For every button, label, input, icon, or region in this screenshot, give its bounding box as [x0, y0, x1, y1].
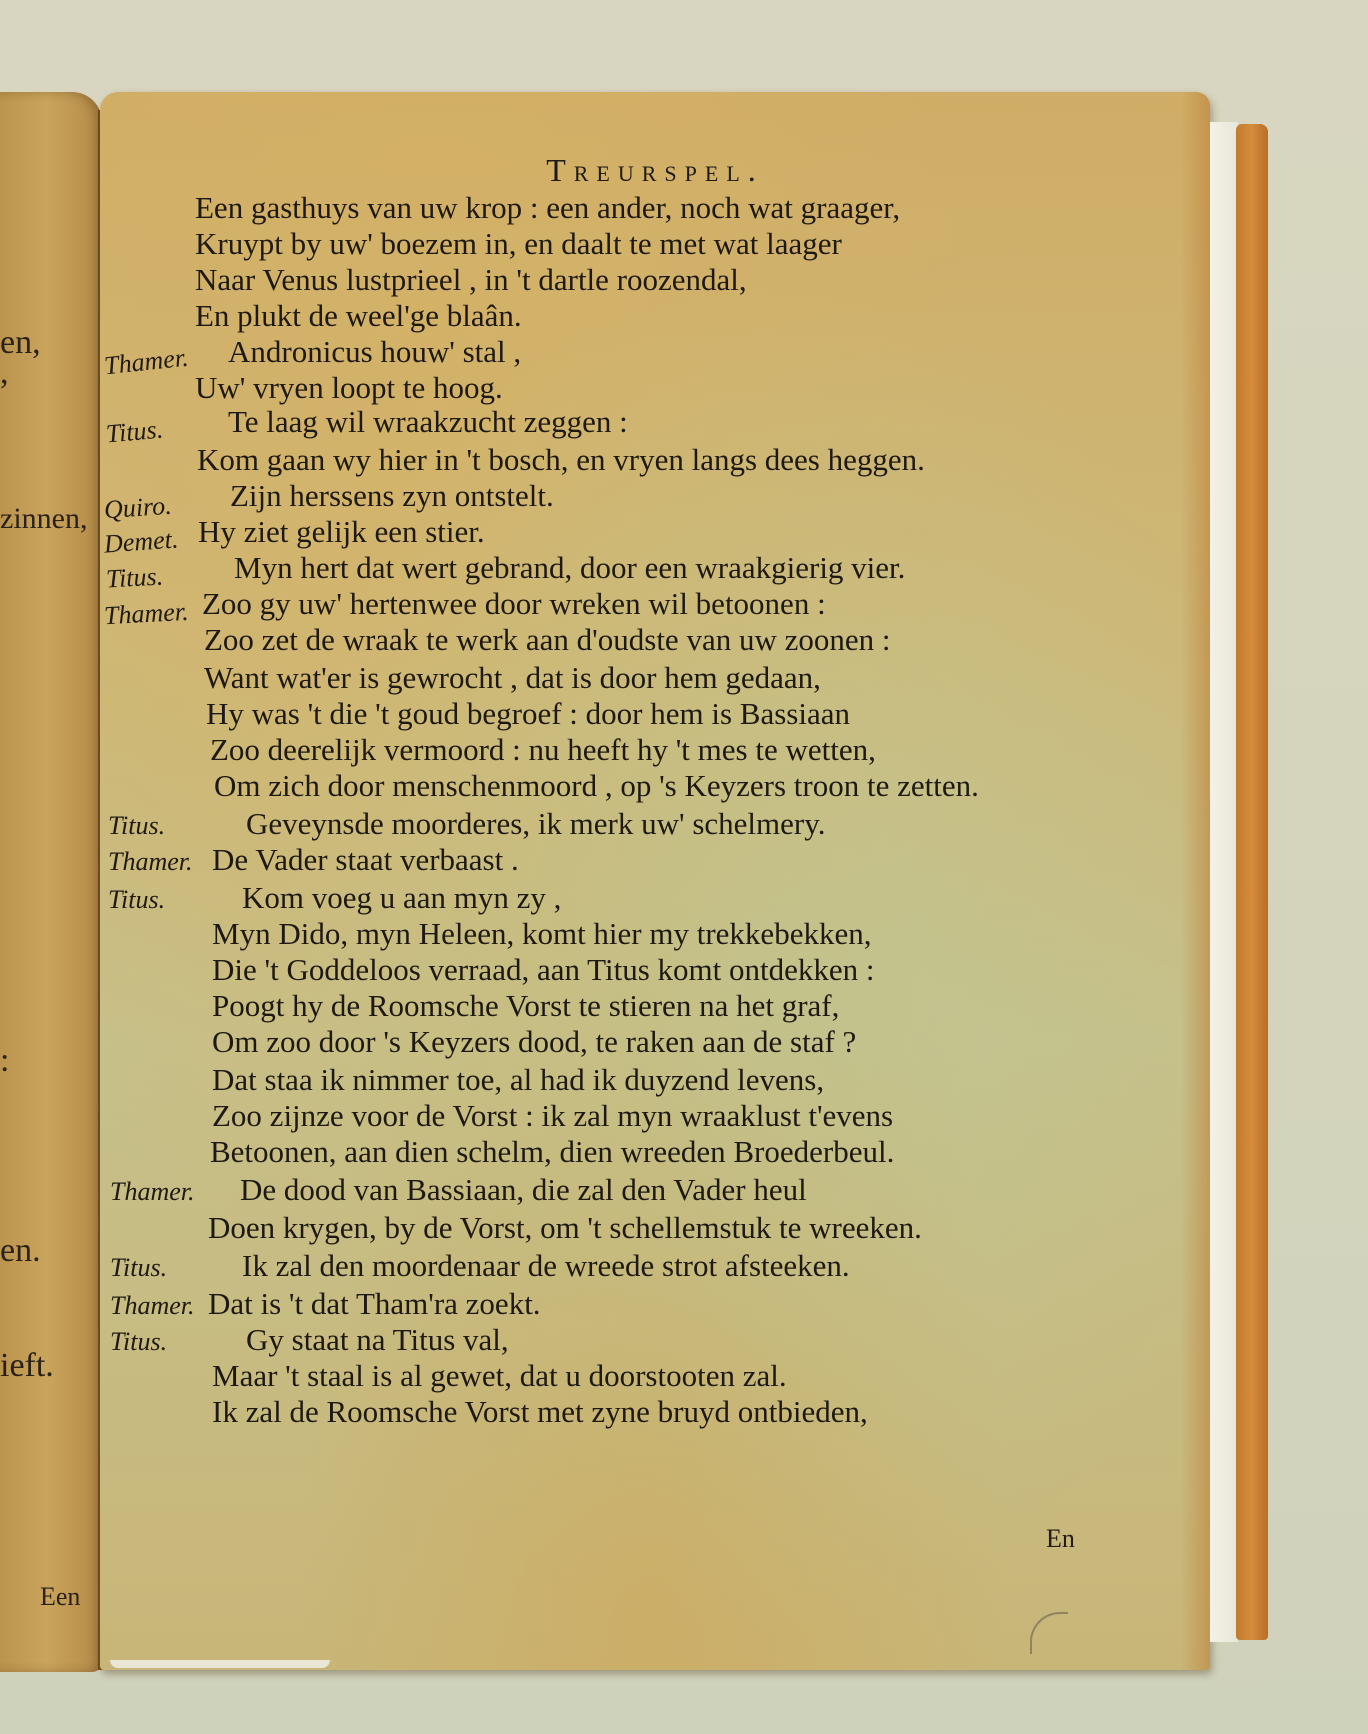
page-edge-bottom	[110, 1660, 330, 1668]
verse-line: De dood van Bassiaan, die zal den Vader heul	[240, 1172, 807, 1207]
verse-line: Want wat'er is gewrocht , dat is door hem gedaan,	[204, 660, 821, 695]
verse-line: Die 't Goddeloos verraad, aan Titus komt ontdekken :	[212, 952, 875, 987]
speaker-label: Thamer.	[103, 596, 190, 631]
verse-line: Gy staat na Titus val,	[246, 1322, 509, 1357]
speaker-label: Titus.	[105, 561, 164, 594]
speaker-label: Quiro.	[103, 490, 173, 525]
speaker-label: Titus.	[108, 885, 166, 914]
speaker-label: Titus.	[108, 811, 166, 840]
verse-line: Ik zal de Roomsche Vorst met zyne bruyd ontbieden,	[212, 1394, 868, 1429]
verse-line: Dat staa ik nimmer toe, al had ik duyzend levens,	[212, 1062, 825, 1097]
verse-line: Kom gaan wy hier in 't bosch, en vryen langs dees heggen.	[197, 442, 925, 477]
speaker-label: Thamer.	[110, 1291, 195, 1320]
left-page-fragment: ieft.	[0, 1347, 54, 1384]
left-page-fragment: en,	[0, 324, 41, 361]
book-cover-edge	[1236, 124, 1268, 1640]
verse-line: Zoo zijnze voor de Vorst : ik zal myn wraaklust t'evens	[212, 1098, 894, 1133]
verse-line: Zoo gy uw' hertenwee door wreken wil betoonen :	[202, 586, 826, 621]
verse-line: Geveynsde moorderes, ik merk uw' schelmery.	[246, 806, 826, 841]
verse-line: Poogt hy de Roomsche Vorst te stieren na het graf,	[212, 988, 840, 1023]
speaker-label: Thamer.	[102, 342, 190, 381]
verse-line: Maar 't staal is al gewet, dat u doorstooten zal.	[212, 1358, 787, 1393]
left-page-fragment: zinnen,	[0, 502, 88, 535]
verse-line: Te laag wil wraakzucht zeggen :	[228, 404, 628, 439]
pencil-mark	[1030, 1612, 1068, 1654]
speaker-label: Titus.	[110, 1327, 168, 1356]
verse-line: Myn Dido, myn Heleen, komt hier my trekkebekken,	[212, 916, 872, 951]
verse-line: De Vader staat verbaast .	[212, 842, 519, 877]
verse-line: Kruypt by uw' boezem in, en daalt te met wat laager	[195, 226, 842, 261]
verse-line: Ik zal den moordenaar de wreede strot afsteeken.	[242, 1248, 850, 1283]
verse-line: Doen krygen, by de Vorst, om 't schellemstuk te wreeken.	[208, 1210, 922, 1245]
catchword: En	[1046, 1524, 1075, 1553]
verse-line: Een gasthuys van uw krop : een ander, noch wat graager,	[195, 190, 901, 225]
verse-line: Zijn herssens zyn ontstelt.	[230, 478, 554, 513]
verse-line: Om zoo door 's Keyzers dood, te raken aan de staf ?	[212, 1024, 857, 1059]
verse-line: Hy was 't die 't goud begroef : door hem is Bassiaan	[206, 696, 850, 731]
speaker-label: Titus.	[110, 1253, 168, 1282]
main-page	[100, 92, 1210, 1670]
page-block-edge	[1210, 122, 1238, 1642]
left-page-fragment: ,	[0, 354, 9, 391]
speaker-label: Demet.	[103, 524, 180, 559]
verse-line: Andronicus houw' stal ,	[228, 334, 522, 369]
verse-line: Betoonen, aan dien schelm, dien wreeden Broederbeul.	[210, 1134, 895, 1169]
verse-line: Zoo zet de wraak te werk aan d'oudste van uw zoonen :	[204, 622, 891, 657]
verse-line: Om zich door menschenmoord , op 's Keyzers troon te zetten.	[214, 768, 979, 803]
verse-line: Zoo deerelijk vermoord : nu heeft hy 't mes te wetten,	[210, 732, 876, 767]
running-head: Treurspel.	[546, 152, 764, 188]
verse-line: Myn hert dat wert gebrand, door een wraakgierig vier.	[234, 550, 906, 585]
speaker-label: Thamer.	[108, 847, 193, 876]
verse-line: Kom voeg u aan myn zy ,	[242, 880, 562, 915]
verse-line: Dat is 't dat Tham'ra zoekt.	[208, 1286, 541, 1321]
verse-line: Naar Venus lustprieel , in 't dartle roozendal,	[195, 262, 747, 297]
speaker-label: Thamer.	[110, 1177, 195, 1206]
facing-page-left	[0, 92, 102, 1672]
speaker-label: Titus.	[104, 414, 165, 449]
verse-line: Hy ziet gelijk een stier.	[198, 514, 485, 549]
left-page-fragment: :	[0, 1042, 10, 1079]
left-page-fragment: en.	[0, 1232, 41, 1269]
verse-line: En plukt de weel'ge blaân.	[195, 298, 522, 333]
left-page-catchword: Een	[40, 1582, 81, 1611]
verse-line: Uw' vryen loopt te hoog.	[195, 370, 503, 405]
